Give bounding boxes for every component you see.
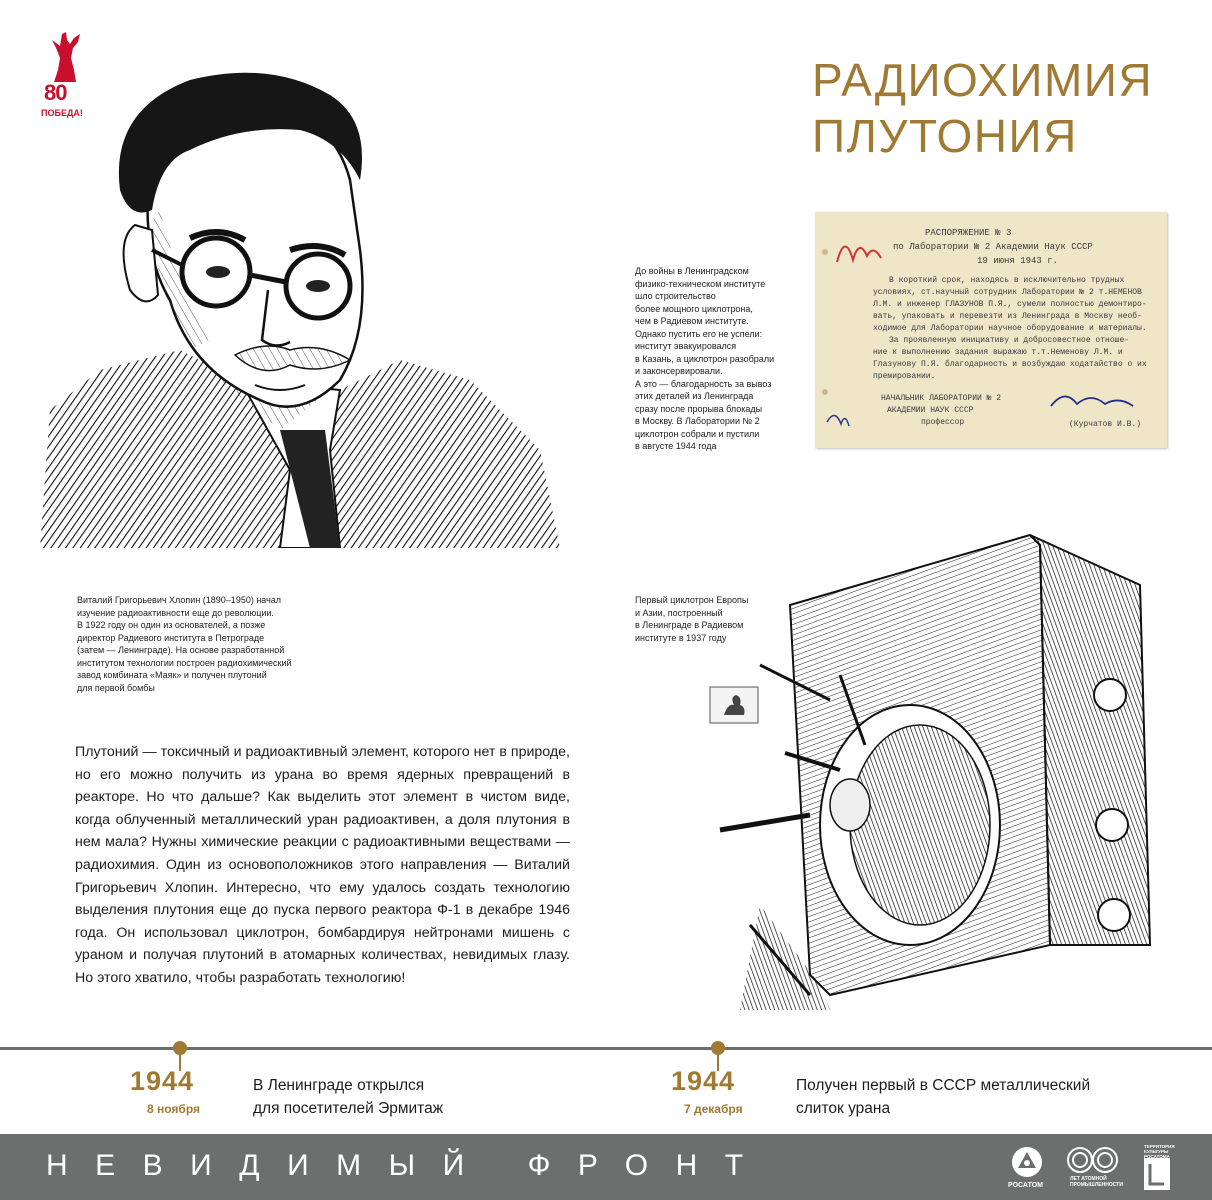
doc-line: (Курчатов И.В.) — [1069, 420, 1142, 429]
doc-line: ние к выполнению задания выражаю т.т.Неменову Л.М. и — [873, 348, 1123, 357]
doc-line: Л.М. и инженер ГЛАЗУНОВ П.Я., сумели полностью демонтиро- — [873, 300, 1147, 309]
caption-line: Виталий Григорьевич Хлопин (1890–1950) начал — [77, 595, 282, 605]
timeline-event-line: Получен первый в СССР металлический — [796, 1077, 1091, 1094]
timeline-event — [796, 1074, 1090, 1120]
caption-line: и Азии, построенный — [635, 607, 723, 618]
logo-number: 80 — [44, 80, 67, 105]
doc-line: За проявленную инициативу и добросовестное отноше- — [889, 336, 1130, 345]
caption-line: До войны в Ленинградском — [635, 266, 749, 276]
rosatom-logo-label: РОСАТОМ — [1008, 1182, 1043, 1189]
caption-line: физико-техническом институте — [635, 278, 766, 289]
doc-line: РАСПОРЯЖЕНИЕ № 3 — [925, 228, 1012, 238]
caption-line: чем в Радиевом институте. — [635, 316, 749, 326]
timeline-event — [253, 1074, 443, 1120]
footer-logos — [1000, 1142, 1200, 1194]
footer-bar — [0, 1134, 1212, 1200]
caption-line: завод комбината «Маяк» и получен плутоний — [77, 670, 267, 680]
doc-line: 19 июня 1943 г. — [977, 256, 1059, 266]
caption-line: и законсервировали. — [635, 366, 723, 376]
timeline-year: 1944 — [671, 1066, 736, 1096]
doc-line: профессор — [921, 418, 965, 427]
timeline-date: 8 ноября — [147, 1102, 201, 1116]
caption-line: этих деталей из Ленинграда — [635, 391, 754, 401]
anniversary-logo-label: ЛЕТ АТОМНОЙ ПРОМЫШЛЕННОСТИ — [1070, 1176, 1123, 1188]
doc-line: В короткий срок, находясь в исключительно трудных — [889, 276, 1125, 285]
body-text: Плутоний — токсичный и радиоактивный элемент, которого нет в природе, но его можно получить из урана во время ядерных превращений в реакторе. Но что дальше? Как выделить этот элемент в чистом виде, когда облученный металлический уран радиоактивен, а доля плутония в нем мала? Нужны химические реакции с радиоактивными веществами — радиохимия. Один из основоположников этого направления — Виталий Григорьевич Хлопин. Интересно, что ему удалось создать технологию выделения плутония еще до пуска первого реактора Ф-1 в декабре 1946 года. Он использовал циклотрон, бомбардируя нейтронами мишень с ураном и получая плутоний в атомарных количествах, невидимых глазу. Но этого хватило, чтобы разработать технологию! — [75, 744, 570, 986]
caption-line: циклотрон собрали и пустили — [635, 428, 760, 439]
timeline-event-line: слиток урана — [796, 1100, 891, 1117]
caption-line: Однако пустить его не успели: — [635, 328, 763, 339]
caption-line: в августе 1944 года — [635, 441, 717, 451]
footer-title: НЕВИДИМЫЙ ФРОНТ — [46, 1149, 771, 1182]
caption-line: институте в 1937 году — [635, 632, 727, 643]
caption-war-cyclotron — [635, 265, 815, 453]
doc-line: АКАДЕМИИ НАУК СССР — [887, 406, 974, 415]
caption-line: изучение радиоактивности еще до революции. — [77, 607, 274, 618]
caption-line: А это — благодарность за вывоз — [635, 378, 772, 389]
title-line-1: РАДИОХИМИЯ — [812, 54, 1154, 106]
timeline-event-line: В Ленинграде открылся — [253, 1077, 425, 1094]
doc-line: вать, упаковать и перевезти из Ленинграда в Москву необ- — [873, 312, 1142, 321]
caption-line: более мощного циклотрона, — [635, 303, 753, 314]
archival-order-document — [815, 212, 1167, 448]
doc-line: ходимое для Лаборатории научное оборудование и материалы. — [873, 324, 1147, 333]
doc-line: премировании. — [873, 372, 936, 381]
caption-line: директор Радиевого института в Петрограде — [77, 632, 265, 643]
timeline-date: 7 декабря — [684, 1102, 743, 1116]
cyclotron-sketch — [700, 525, 1180, 1010]
caption-line: институтом технологии построен радиохимический — [77, 657, 292, 668]
caption-line: Первый циклотрон Европы — [635, 595, 749, 605]
khlopin-portrait-sketch — [40, 50, 560, 548]
title-line-2: ПЛУТОНИЯ — [812, 110, 1078, 162]
doc-line: по Лаборатории № 2 Академии Наук СССР — [893, 242, 1093, 252]
caption-line: в Москву. В Лаборатории № 2 — [635, 416, 760, 426]
logo-caption: ПОБЕДА! — [41, 108, 83, 118]
caption-line: сразу после прорыва блокады — [635, 403, 763, 414]
caption-line: В 1922 году он один из основателей, а позже — [77, 620, 266, 630]
caption-line: (затем — Ленинграде). На основе разработанной — [77, 645, 285, 655]
caption-line: шло строительство — [635, 291, 716, 301]
doc-line: Глазунову П.Я. благодарность и возбуждаю ходатайство о их — [873, 360, 1147, 369]
culture-territory-logo-label: ТЕРРИТОРИЯ КУЛЬТУРЫ РОСАТОМА — [1144, 1144, 1175, 1159]
page-title — [812, 52, 1192, 164]
timeline-year: 1944 — [130, 1066, 195, 1096]
caption-line: в Казань, а циклотрон разобрали — [635, 353, 775, 364]
timeline-event-line: для посетителей Эрмитаж — [253, 1100, 444, 1117]
doc-line: условиях, ст.научный сотрудник Лаборатории № 2 т.НЕМЕНОВ — [873, 288, 1142, 297]
caption-line: институт эвакуировался — [635, 341, 737, 351]
caption-khlopin — [77, 594, 317, 694]
doc-line: НАЧАЛЬНИК ЛАБОРАТОРИИ № 2 — [881, 394, 1002, 403]
caption-line: для первой бомбы — [77, 682, 155, 693]
caption-line: в Ленинграде в Радиевом — [635, 620, 744, 630]
